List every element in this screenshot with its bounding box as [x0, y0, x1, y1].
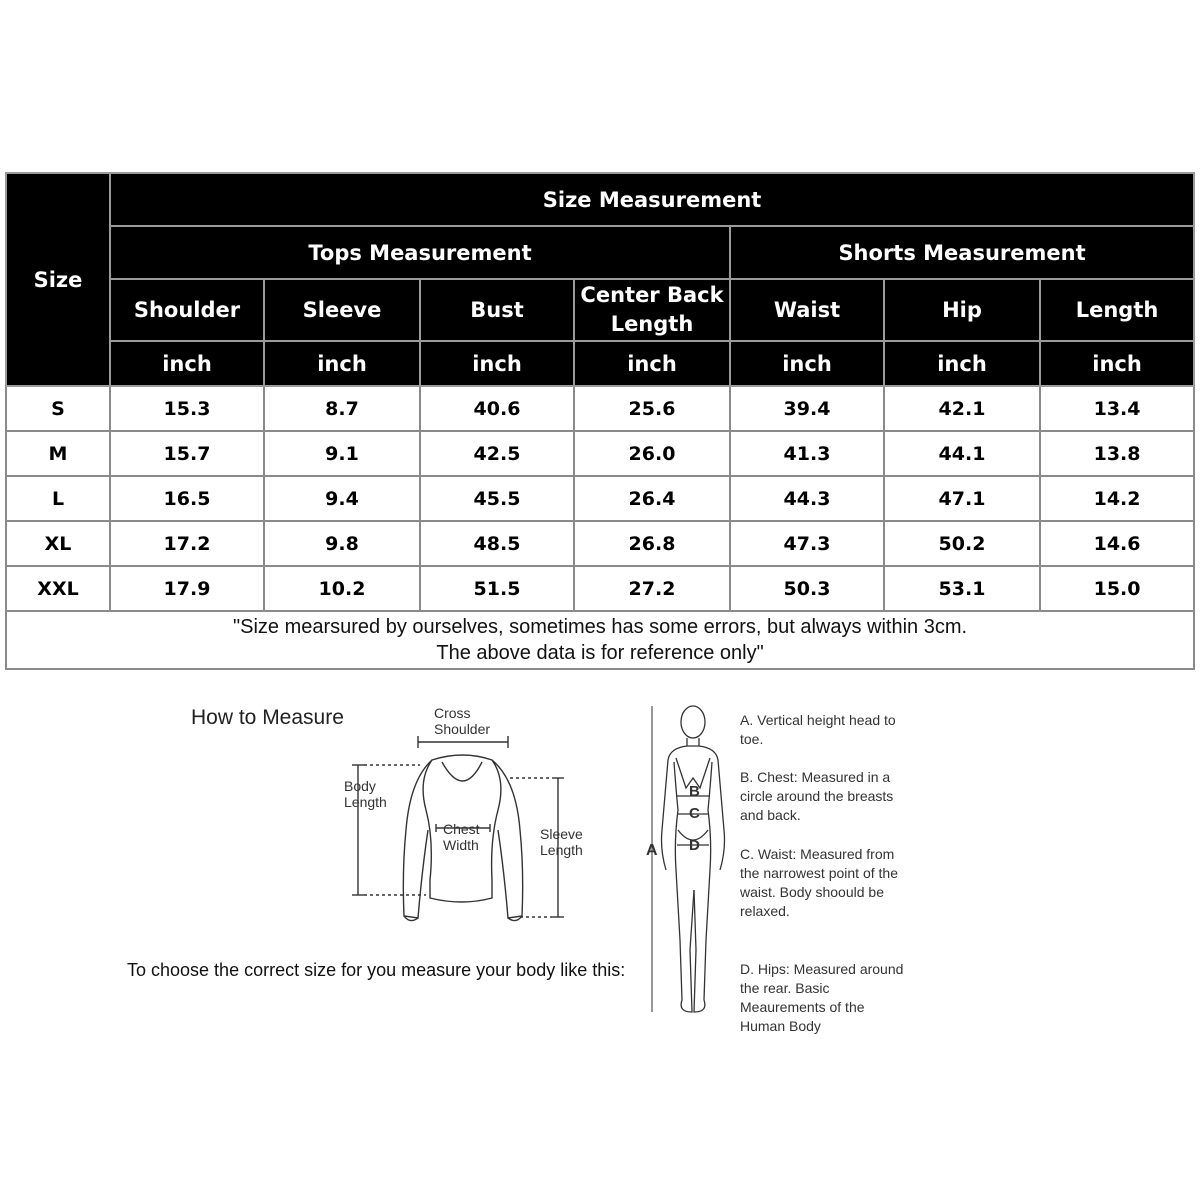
- value-cell: 50.3: [730, 566, 884, 611]
- unit-header: inch: [730, 341, 884, 386]
- value-cell: 13.4: [1040, 386, 1194, 431]
- size-cell: M: [6, 431, 110, 476]
- table-row: [6, 476, 1194, 521]
- value-cell: 44.3: [730, 476, 884, 521]
- value-cell: 9.1: [264, 431, 420, 476]
- value-cell: 8.7: [264, 386, 420, 431]
- note-c-letter: C.: [740, 846, 754, 862]
- value-cell: 39.4: [730, 386, 884, 431]
- body-length-label: Body Length: [344, 778, 387, 810]
- tops-measurement-header: Tops Measurement: [110, 226, 730, 279]
- value-cell: 26.8: [574, 521, 730, 566]
- column-header: Center Back Length: [574, 279, 730, 341]
- value-cell: 14.6: [1040, 521, 1194, 566]
- value-cell: 42.5: [420, 431, 574, 476]
- note-b-letter: B.: [740, 769, 754, 785]
- column-header: Sleeve: [264, 279, 420, 341]
- note-d: [740, 960, 910, 1036]
- value-cell: 15.3: [110, 386, 264, 431]
- body-figure-diagram: [640, 700, 740, 1025]
- chest-width-label: Chest Width: [443, 821, 480, 853]
- value-cell: 27.2: [574, 566, 730, 611]
- value-cell: 48.5: [420, 521, 574, 566]
- unit-header: inch: [1040, 341, 1194, 386]
- note-c-text: Waist: Measured from the narrowest point of the waist. Body shoould be relaxed.: [740, 846, 898, 919]
- column-header: Length: [1040, 279, 1194, 341]
- size-cell: S: [6, 386, 110, 431]
- marker-b: B: [689, 783, 700, 800]
- marker-c: C: [689, 805, 700, 822]
- marker-d: D: [689, 837, 700, 854]
- sleeve-length-label: Sleeve Length: [540, 826, 583, 858]
- unit-header: inch: [884, 341, 1040, 386]
- value-cell: 47.3: [730, 521, 884, 566]
- unit-header: inch: [574, 341, 730, 386]
- value-cell: 9.4: [264, 476, 420, 521]
- value-cell: 42.1: [884, 386, 1040, 431]
- note-a: [740, 711, 910, 749]
- value-cell: 53.1: [884, 566, 1040, 611]
- value-cell: 10.2: [264, 566, 420, 611]
- value-cell: 47.1: [884, 476, 1040, 521]
- value-cell: 45.5: [420, 476, 574, 521]
- note-c: [740, 845, 910, 921]
- value-cell: 51.5: [420, 566, 574, 611]
- value-cell: 15.7: [110, 431, 264, 476]
- column-header: Waist: [730, 279, 884, 341]
- size-measurement-title: Size Measurement: [110, 173, 1194, 226]
- instruction-text: To choose the correct size for you measure your body like this:: [127, 960, 626, 980]
- size-cell: XXL: [6, 566, 110, 611]
- value-cell: 17.2: [110, 521, 264, 566]
- table-note: [6, 611, 1194, 669]
- unit-header: inch: [420, 341, 574, 386]
- note-a-letter: A.: [740, 712, 754, 728]
- column-header: Bust: [420, 279, 574, 341]
- size-chart-table: [5, 172, 1195, 670]
- value-cell: 17.9: [110, 566, 264, 611]
- unit-header: inch: [264, 341, 420, 386]
- value-cell: 15.0: [1040, 566, 1194, 611]
- table-row: [6, 566, 1194, 611]
- marker-a: A: [646, 842, 658, 859]
- unit-header: inch: [110, 341, 264, 386]
- value-cell: 50.2: [884, 521, 1040, 566]
- value-cell: 16.5: [110, 476, 264, 521]
- note-line-2: The above data is for reference only": [436, 642, 764, 664]
- value-cell: 41.3: [730, 431, 884, 476]
- cross-shoulder-label: Cross Shoulder: [434, 705, 491, 737]
- how-to-measure-title: How to Measure: [191, 706, 344, 729]
- value-cell: 14.2: [1040, 476, 1194, 521]
- table-row: [6, 521, 1194, 566]
- value-cell: 40.6: [420, 386, 574, 431]
- note-line-1: "Size mearsured by ourselves, sometimes has some errors, but always within 3cm.: [233, 616, 968, 638]
- column-header: Shoulder: [110, 279, 264, 341]
- size-header: Size: [6, 173, 110, 386]
- value-cell: 9.8: [264, 521, 420, 566]
- table-row: [6, 431, 1194, 476]
- note-d-letter: D.: [740, 961, 754, 977]
- size-cell: L: [6, 476, 110, 521]
- column-header: Hip: [884, 279, 1040, 341]
- note-b: [740, 768, 910, 825]
- value-cell: 26.0: [574, 431, 730, 476]
- size-cell: XL: [6, 521, 110, 566]
- note-a-text: Vertical height head to toe.: [740, 712, 896, 747]
- table-row: [6, 386, 1194, 431]
- garment-diagram: [340, 720, 590, 930]
- value-cell: 13.8: [1040, 431, 1194, 476]
- value-cell: 26.4: [574, 476, 730, 521]
- value-cell: 44.1: [884, 431, 1040, 476]
- shorts-measurement-header: Shorts Measurement: [730, 226, 1194, 279]
- value-cell: 25.6: [574, 386, 730, 431]
- note-b-text: Chest: Measured in a circle around the breasts and back.: [740, 769, 894, 823]
- note-d-text: Hips: Measured around the rear. Basic Meaurements of the Human Body: [740, 961, 904, 1034]
